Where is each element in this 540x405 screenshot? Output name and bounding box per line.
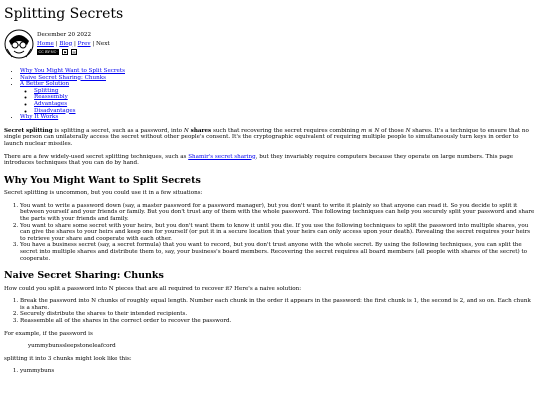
rss-icon[interactable]: ⚑	[63, 50, 67, 56]
example-password: yummybunssleepstoneleafcord	[28, 343, 116, 350]
list-item: 2. You want to share some secret with your heirs, but you don't want them to know it until you die. If you use the following techniques to split the password into multiple shares, you can give the shares to your heirs and keep one for yourself (or put it in a secure location that your heirs can only access upon your death). Revealing the secret requires your heirs to retrieve your share and cooperate with each other.	[20, 223, 536, 243]
nav-links: Home | Blog | Prev | Next	[37, 40, 110, 47]
toc-item-naive[interactable]: Naive Secret Sharing: Chunks	[20, 74, 106, 81]
feed-icon[interactable]: ✉	[72, 50, 76, 56]
nav-next-label: Next	[96, 40, 110, 47]
post-date: December 20 2022	[37, 32, 92, 38]
section-naive-lead: How could you split a password into N pieces that are all required to recover it? Here's a naive solution:	[4, 285, 302, 292]
list-item: 2. Securely distribute the shares to their intended recipients.	[20, 311, 536, 318]
section-why-list	[4, 203, 536, 262]
author-avatar-icon	[4, 29, 34, 59]
toc-subitem-reassembly[interactable]: Reassembly	[34, 94, 68, 101]
header	[4, 29, 536, 59]
section-naive-list	[4, 298, 536, 324]
list-item: 3. Reassemble all of the shares in the correct order to recover the password.	[20, 318, 536, 325]
license-badges	[37, 49, 110, 61]
table-of-contents	[4, 68, 536, 121]
toc-subitem-advantages[interactable]: Advantages	[34, 100, 68, 107]
shamir-link[interactable]: Shamir's secret sharing	[188, 153, 256, 160]
toc-item-why[interactable]: Why You Might Want to Split Secrets	[20, 68, 125, 74]
section-why-lead: Secret splitting is uncommon, but you could use it in a few situations:	[4, 190, 203, 197]
intro-paragraph-1: Secret splitting is splitting a secret, such as a password, into N shares such that recovering the secret requires combining m ≤ N of those N shares. It's a technique to ensure that no single person can unilaterally access the secret without other people's consent. It's the cryptographic equivalent of requiring multiple people to simultaneously turn keys in order to launch nuclear missiles.	[4, 127, 529, 147]
list-item: 3. You have a business secret (say, a secret formula) that you want to record, but you don't trust anyone with the whole secret. By using the following techniques, you can split the secret into multiple shares and distribute them to, say, your business's board members. Recovering the secret requires all board members (all people with shares of the secret) to cooperate.	[20, 242, 536, 262]
list-item: 1. Break the password into N chunks of roughly equal length. Number each chunk in the order it appears in the password: the first chunk is 1, the second is 2, and so on. Each chunk is a share.	[20, 298, 536, 311]
nav-prev-link[interactable]: Prev	[77, 40, 91, 47]
list-item: 1. You want to write a password down (say, a master password for a password manager), but you don't want to write it plainly so that anyone can read it. So you decide to split it between yourself and your friends or family. But you don't trust any of them with the whole password. The following techniques can help you securely split your password and share the parts with your friends and family.	[20, 203, 536, 223]
chunk-list	[4, 368, 536, 375]
page-title: Splitting Secrets	[4, 6, 124, 22]
cc-license-badge[interactable]: CC BY-NC-SA	[38, 50, 58, 61]
toc-subitem-disadvantages[interactable]: Disadvantages	[34, 107, 76, 114]
list-item: 1. yummybuns	[20, 368, 536, 375]
nav-home-link[interactable]: Home	[37, 40, 54, 47]
section-heading-why: Why You Might Want to Split Secrets	[4, 174, 201, 186]
toc-subitem-splitting[interactable]: Splitting	[34, 87, 59, 94]
example-intro: For example, if the password is	[4, 330, 93, 337]
toc-item-works[interactable]: Why It Works	[20, 114, 59, 121]
intro-paragraph-2: There are a few widely-used secret splitting techniques, such as Shamir's secret sharing, but they invariably require computers because they operate on large numbers. This page introduces techniques that you can do by hand.	[4, 153, 514, 167]
section-heading-naive: Naive Secret Sharing: Chunks	[4, 270, 164, 282]
nav-blog-link[interactable]: Blog	[59, 40, 73, 47]
split-intro: splitting it into 3 chunks might look like this:	[4, 355, 132, 362]
toc-item-better[interactable]: A Better Solution	[20, 81, 70, 88]
